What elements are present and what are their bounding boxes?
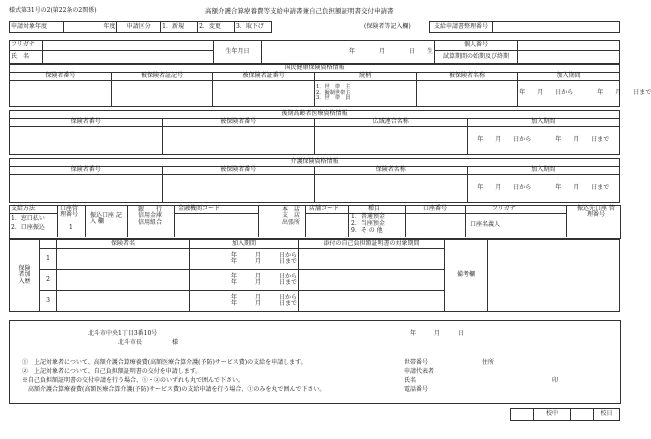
history-remarks-field[interactable] — [488, 240, 620, 312]
history-insurer-field[interactable] — [57, 249, 190, 270]
elderly-section-title: 後期高齢者医療資格情報 — [10, 111, 620, 119]
nhi-section-title: 国民健康保険資格情報 — [10, 65, 620, 73]
history-col-cert-period: 添付の自己負担額証明書の対象期間 — [299, 240, 445, 249]
care-section-title: 介護保険資格情報 — [10, 159, 620, 167]
relation-member: 3．世 帯 員 — [315, 95, 351, 102]
apply-type-new[interactable]: 1．新規 — [161, 22, 198, 33]
care-section — [9, 158, 620, 203]
nhi-period-field[interactable]: 年 月 日から 年 月 日まで — [518, 81, 620, 107]
pref-no-value[interactable]: 1 — [69, 224, 73, 231]
seal-mark: 印 — [552, 377, 559, 384]
care-insurer-no-field[interactable] — [10, 175, 163, 203]
birth-date-field[interactable]: 年 月 日 生 — [262, 41, 435, 64]
name-field[interactable] — [43, 51, 214, 64]
acct-no-label: 口座番号 — [423, 205, 448, 212]
elderly-col-insurer-no: 保険者番号 — [10, 119, 163, 127]
elderly-union-field[interactable] — [315, 127, 468, 155]
elderly-insured-no-field[interactable] — [162, 127, 315, 155]
history-insurer-field[interactable] — [57, 291, 190, 312]
history-period-field[interactable]: 年 月 日から 年 月 日まで — [190, 249, 299, 270]
elderly-insurer-no-field[interactable] — [10, 127, 163, 155]
nhi-relation-options[interactable] — [314, 81, 416, 107]
inst-type-options[interactable]: 銀 行 信用金庫 信用組合 — [138, 206, 163, 226]
history-cert-field[interactable] — [299, 291, 445, 312]
note-2: 高額介護合算療養費(高額医療合算介護(予防)サービス費)の支給申請を行う場合、①のみを丸で囲んで下さい。 — [22, 386, 326, 393]
phone-label: 電話番号 — [404, 386, 429, 393]
payee-number-field[interactable] — [493, 22, 620, 33]
apply-type-label: 申請区分 — [117, 22, 161, 33]
nhi-col-insured-sym: 被保険者証記号 — [111, 73, 213, 81]
holder-name-label: 口座名義人 — [470, 221, 501, 228]
history-period-field[interactable]: 年 月 日から 年 月 日まで — [190, 291, 299, 312]
elderly-col-period: 加入期間 — [467, 119, 620, 127]
form-number: 様式第31号の2(第22条の2関係) — [9, 7, 97, 14]
relation-head: 1．世 帯 主 — [315, 83, 351, 90]
insurance-history — [9, 239, 620, 312]
insurer-note: (保険者等記入欄) — [364, 23, 411, 30]
branch-type-options[interactable]: 本 店 支 店 出張所 — [282, 206, 301, 226]
pay-method-label: 支給方法 — [11, 205, 36, 212]
acct-type-current[interactable]: 2．当座預金 — [351, 220, 385, 227]
care-insurer-name-field[interactable] — [315, 175, 468, 203]
history-row-num: 1 — [40, 249, 57, 270]
care-col-period: 加入期間 — [467, 167, 620, 175]
submission-date[interactable]: 年 月 日 — [410, 330, 465, 337]
history-side-label: 保険 者加 入歴 — [10, 240, 40, 312]
history-row-num: 3 — [40, 291, 57, 312]
payee-number-label: 支給申請書整理番号 — [430, 22, 493, 33]
application-type-bar — [9, 21, 272, 33]
history-insurer-field[interactable] — [57, 270, 190, 291]
applicant-address-label: 住所 — [482, 359, 495, 366]
statement-2[interactable]: ② 上記対象者について、自己負担額証明書の交付を申請します。 — [22, 368, 202, 375]
individual-no-field[interactable] — [518, 41, 620, 51]
elderly-col-union: 広域連合名称 — [315, 119, 468, 127]
history-cert-field[interactable] — [299, 249, 445, 270]
furigana-label: フリガナ — [10, 41, 43, 51]
care-col-insured-no: 被保険者番号 — [162, 167, 315, 175]
form-title: 高額介護合算療養費等支給申請書兼自己負担額証明書交付申請書 — [205, 7, 394, 15]
nhi-insured-name-field[interactable] — [416, 81, 518, 107]
acct-type-other[interactable]: 9．そ の 他 — [351, 227, 383, 234]
nhi-insurer-no-field[interactable] — [10, 81, 112, 107]
household-no-label: 世帯番号 — [404, 359, 429, 366]
care-period-field[interactable]: 年 月 日から 年 月 日まで — [467, 175, 620, 203]
person-block — [9, 40, 620, 64]
nhi-insured-no-field[interactable] — [213, 81, 315, 107]
relation-quasi-head: 2．擬制世帯主 — [315, 89, 351, 96]
transfer-acct-label: 振込口座 記 入 欄 — [90, 212, 122, 226]
care-col-insurer-no: 保険者番号 — [10, 167, 163, 175]
nhi-col-insured-no: 被保険者証番号 — [213, 73, 315, 81]
applicant-label: 申請代表者 — [404, 368, 435, 375]
nhi-col-insurer-no: 保険者番号 — [10, 73, 112, 81]
elderly-section — [9, 110, 620, 155]
history-cert-field[interactable] — [299, 270, 445, 291]
holder-kana-label: フリガナ — [492, 205, 516, 212]
branch-code-label: 店舗コード — [309, 205, 340, 212]
statement-1[interactable]: ① 上記対象者について、高額介護合算療養費(高額医療合算介護(予防)サービス費)の支給を申請します。 — [22, 359, 307, 366]
pay-option-counter[interactable]: 1．窓口払い — [11, 215, 45, 222]
history-col-period: 加入期間 — [190, 240, 299, 249]
check-stamps — [510, 408, 620, 421]
apply-type-change[interactable]: 2．変更 — [198, 22, 235, 33]
applicant-name-label: 氏名 — [404, 377, 417, 384]
trial-period-label: 試算期間の始期及び終期 — [435, 51, 518, 64]
pref-no-label: 口座管 理番号 — [60, 205, 79, 219]
dest-mgmt-label: 振込先口座 管理番号 — [577, 205, 615, 219]
pay-option-transfer[interactable]: 2．口座振込 — [11, 224, 45, 231]
history-period-field[interactable]: 年 月 日から 年 月 日まで — [190, 270, 299, 291]
target-year-label: 申請対象年度 — [10, 22, 64, 33]
payee-number-box — [429, 21, 620, 33]
history-col-insurer: 保険者名 — [57, 240, 190, 249]
individual-no-label: 個人番号 — [435, 41, 518, 51]
trial-period-field[interactable] — [518, 51, 620, 64]
acct-type-label: 種目 — [368, 205, 381, 212]
care-col-insurer-name: 保険者名称 — [315, 167, 468, 175]
nhi-col-insured-name: 被保険者名称 — [416, 73, 518, 81]
check-date-stamp[interactable]: 校日 — [594, 409, 620, 421]
target-year-unit[interactable]: 年度 — [63, 22, 117, 33]
apply-type-withdraw[interactable]: 3．取下げ — [235, 22, 272, 33]
elderly-col-insured-no: 被保険者番号 — [162, 119, 315, 127]
note-1: ※自己負担額証明書の交付申請を行う場合、①・②のいずれも丸で囲んで下さい。 — [22, 377, 245, 384]
care-insured-no-field[interactable] — [162, 175, 315, 203]
nhi-col-relation: 続柄 — [314, 73, 416, 81]
mayor-addressee: 北斗市長 様 — [118, 339, 179, 346]
birth-label: 生年月日 — [214, 41, 262, 64]
nhi-col-period: 加入期間 — [518, 73, 620, 81]
inst-code-label: 金融機関コード — [178, 205, 221, 212]
acct-type-ordinary[interactable]: 1．普通預金 — [351, 213, 385, 220]
nhi-insured-sym-field[interactable] — [111, 81, 213, 107]
history-remarks-label: 備考欄 — [445, 240, 488, 312]
elderly-period-field[interactable]: 年 月 日から 年 月 日まで — [467, 127, 620, 155]
check-mid-stamp[interactable]: 校中 — [534, 409, 571, 421]
nhi-section — [9, 64, 651, 107]
history-row-num: 2 — [40, 270, 57, 291]
name-label: 氏 名 — [10, 51, 43, 64]
furigana-field[interactable] — [43, 41, 214, 51]
office-address: 北斗市中央1丁目3番10号 — [88, 330, 158, 337]
